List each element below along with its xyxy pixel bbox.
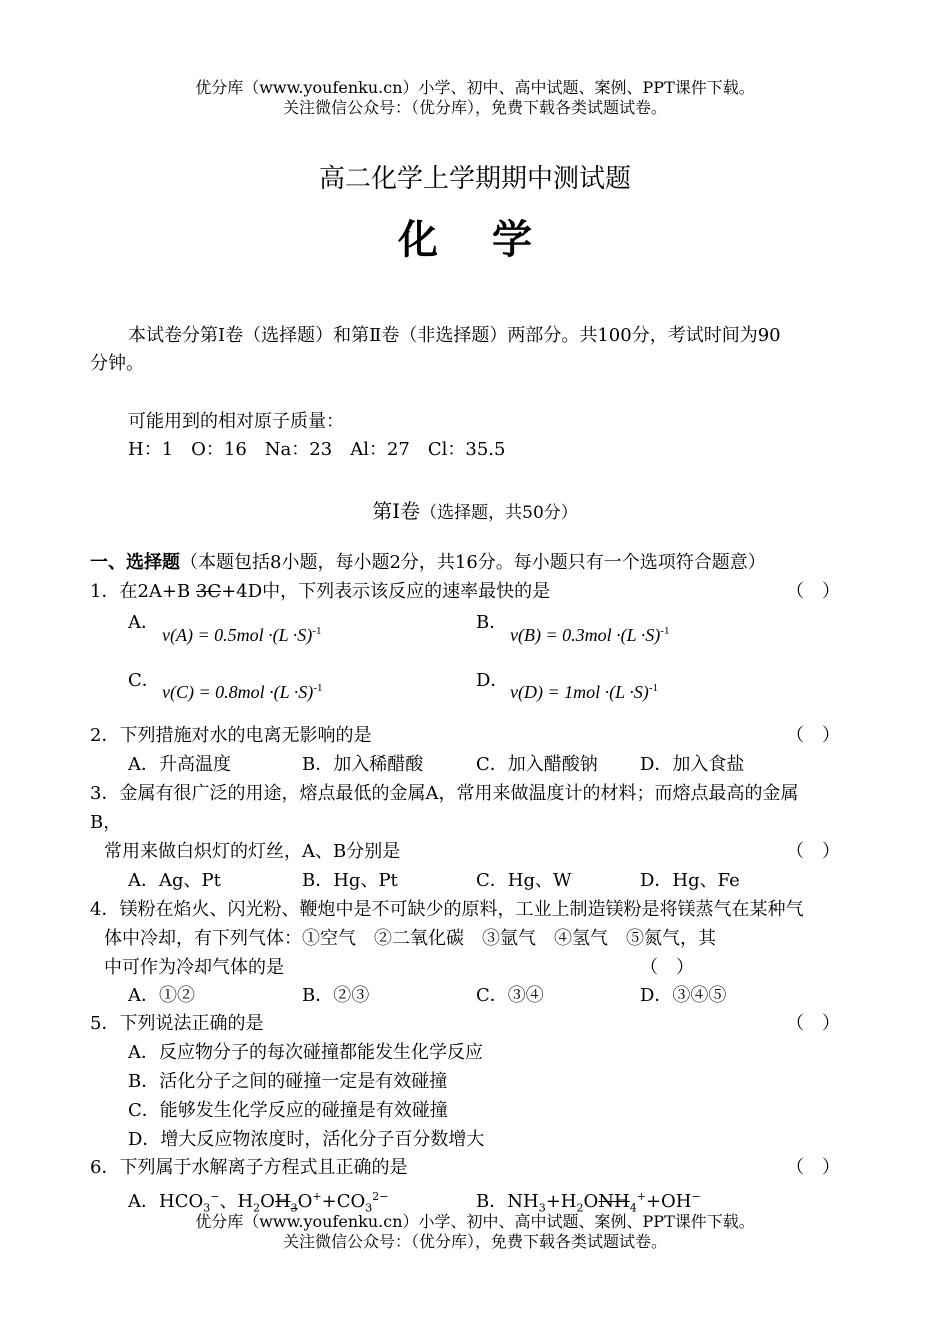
part-desc: （本题包括8小题，每小题2分，共16分。每小题只有一个选项符合题意） xyxy=(180,552,766,573)
question-4-stem-2: 体中冷却，有下列气体：①空气 ②二氧化碳 ③氩气 ④氢气 ⑤氮气，其 xyxy=(104,928,716,949)
q6-b-sub3: 4 xyxy=(629,1201,637,1215)
q3-answer-paren: （ ） xyxy=(786,841,840,862)
q1-stem-strike: 3C xyxy=(195,581,222,602)
q4-option-d: D．③④⑤ xyxy=(640,985,727,1006)
q1-d-expr-text: v(D) = 1mol ·(L ·S) xyxy=(510,682,649,702)
q1-c-expr-text: v(C) = 0.8mol ·(L ·S) xyxy=(162,682,314,702)
q6-answer-paren: （ ） xyxy=(786,1157,840,1178)
q1-d-exp: -1 xyxy=(648,682,658,694)
q4-answer-paren: （ ） xyxy=(640,957,694,978)
q1-option-d-expr xyxy=(510,682,658,703)
atomic-mass-values: H：1 O：16 Na：23 Al：27 Cl：35.5 xyxy=(128,439,506,460)
q5-answer-paren: （ ） xyxy=(786,1013,840,1034)
question-6-stem: 6．下列属于水解离子方程式且正确的是 xyxy=(90,1157,408,1178)
q1-a-exp: -1 xyxy=(312,625,322,637)
q6-b-mid2: O xyxy=(583,1191,599,1212)
q6-b-sup2: − xyxy=(691,1190,701,1203)
q1-option-d-label: D． xyxy=(476,670,509,691)
q1-option-c-expr xyxy=(162,682,322,703)
intro-line-2: 分钟。 xyxy=(90,353,144,374)
q6-a-sub1: 3 xyxy=(203,1201,211,1215)
q5-option-c: C．能够发生化学反应的碰撞是有效碰撞 xyxy=(128,1100,448,1121)
q6-a-sup2: + xyxy=(312,1190,322,1203)
q2-option-c: C．加入醋酸钠 xyxy=(476,754,598,775)
part-title: 一、选择题 xyxy=(90,552,180,573)
question-4-stem-1: 4．镁粉在焰火、闪光粉、鞭炮中是不可缺少的原料，工业上制造镁粉是将镁蒸气在某种气 xyxy=(90,899,804,920)
part-heading xyxy=(90,552,766,574)
q6-b-post: +OH xyxy=(645,1191,692,1212)
q2-answer-paren: （ ） xyxy=(786,725,840,746)
q5-option-d: D．增大反应物浓度时，活化分子百分数增大 xyxy=(128,1129,485,1150)
q6-a-sup3: 2− xyxy=(372,1190,389,1203)
q5-option-a: A．反应物分子的每次碰撞都能发生化学反应 xyxy=(128,1042,483,1063)
q3-option-c: C．Hg、W xyxy=(476,870,572,891)
q6-a-mid: 、H xyxy=(219,1191,254,1212)
question-3-stem-1: 3．金属有很广泛的用途，熔点最低的金属A，常用来做温度计的材料；而熔点最高的金属 xyxy=(90,783,799,804)
header-line-2: 关注微信公众号：（优分库），免费下载各类试题试卷。 xyxy=(282,98,667,117)
footer-line-1: 优分库（www.youfenku.cn）小学、初中、高中试题、案例、PPT课件下载。 xyxy=(195,1212,755,1231)
q6-b-sub2: 2 xyxy=(576,1201,584,1215)
q6-b-strike: NH xyxy=(598,1191,630,1212)
q1-answer-paren: （ ） xyxy=(786,581,840,602)
q1-option-b-expr xyxy=(510,625,669,646)
q1-stem-pre: 1．在2A+B xyxy=(90,581,191,602)
q6-a-sub3: 3 xyxy=(290,1201,298,1215)
q1-option-a-expr xyxy=(162,625,321,646)
question-2-stem: 2．下列措施对水的电离无影响的是 xyxy=(90,725,372,746)
q1-c-exp: -1 xyxy=(313,682,323,694)
q4-option-a: A．①② xyxy=(128,985,195,1006)
q6-a-mid2: O xyxy=(260,1191,275,1212)
subject-title: 化 学 xyxy=(398,216,552,263)
q4-option-b: B．②③ xyxy=(302,985,370,1006)
q1-b-expr-text: v(B) = 0.3mol ·(L ·S) xyxy=(510,625,661,645)
q2-option-b: B．加入稀醋酸 xyxy=(302,754,424,775)
q6-a-sup1: − xyxy=(210,1190,220,1203)
q3-option-a: A．Ag、Pt xyxy=(128,870,221,891)
q2-option-a: A．升高温度 xyxy=(128,754,231,775)
question-4-stem-3: 中可作为冷却气体的是 xyxy=(104,957,284,978)
q3-option-d: D．Hg、Fe xyxy=(640,870,740,891)
q6-b-sup1: + xyxy=(636,1190,646,1203)
q1-b-exp: -1 xyxy=(660,625,670,637)
q2-option-d: D．加入食盐 xyxy=(640,754,745,775)
q6-a-sub2: 2 xyxy=(253,1201,261,1215)
q6-a-sub4: 3 xyxy=(365,1201,373,1215)
section-title: 第Ⅰ卷 xyxy=(372,499,421,523)
header-line-1: 优分库（www.youfenku.cn）小学、初中、高中试题、案例、PPT课件下载。 xyxy=(195,78,755,97)
q1-option-a-label: A． xyxy=(128,612,159,633)
q6-a-part: A．HCO xyxy=(128,1191,204,1212)
question-5-stem: 5．下列说法正确的是 xyxy=(90,1013,264,1034)
q6-b-mid: +H xyxy=(545,1191,577,1212)
section-note: （选择题，共50分） xyxy=(420,503,578,523)
q1-stem-post: +4D中，下列表示该反应的速率最快的是 xyxy=(221,581,551,602)
q1-a-expr-text: v(A) = 0.5mol ·(L ·S) xyxy=(162,625,313,645)
q3-option-b: B．Hg、Pt xyxy=(302,870,398,891)
atomic-mass-label: 可能用到的相对原子质量： xyxy=(128,411,344,432)
q6-b-sub1: 3 xyxy=(538,1201,546,1215)
q6-a-post: O xyxy=(297,1191,313,1212)
question-3-stem-2: B， xyxy=(90,812,122,833)
footer-line-2: 关注微信公众号：（优分库），免费下载各类试题试卷。 xyxy=(282,1232,667,1251)
q1-option-c-label: C． xyxy=(128,670,160,691)
page-title: 高二化学上学期期中测试题 xyxy=(318,164,631,194)
q1-option-b-label: B． xyxy=(476,612,508,633)
q5-option-b: B．活化分子之间的碰撞一定是有效碰撞 xyxy=(128,1071,448,1092)
q6-b-part: B．NH xyxy=(476,1191,539,1212)
q4-option-c: C．③④ xyxy=(476,985,544,1006)
intro-line-1: 本试卷分第Ⅰ卷（选择题）和第Ⅱ卷（非选择题）两部分。共100分，考试时间为90 xyxy=(128,325,781,346)
question-3-stem-3: 常用来做白炽灯的灯丝，A、B分别是 xyxy=(104,841,401,862)
section-heading xyxy=(0,495,950,524)
question-1-stem xyxy=(90,581,550,603)
q6-a-post2: +CO xyxy=(321,1191,366,1212)
q6-a-strike: H xyxy=(274,1191,291,1212)
